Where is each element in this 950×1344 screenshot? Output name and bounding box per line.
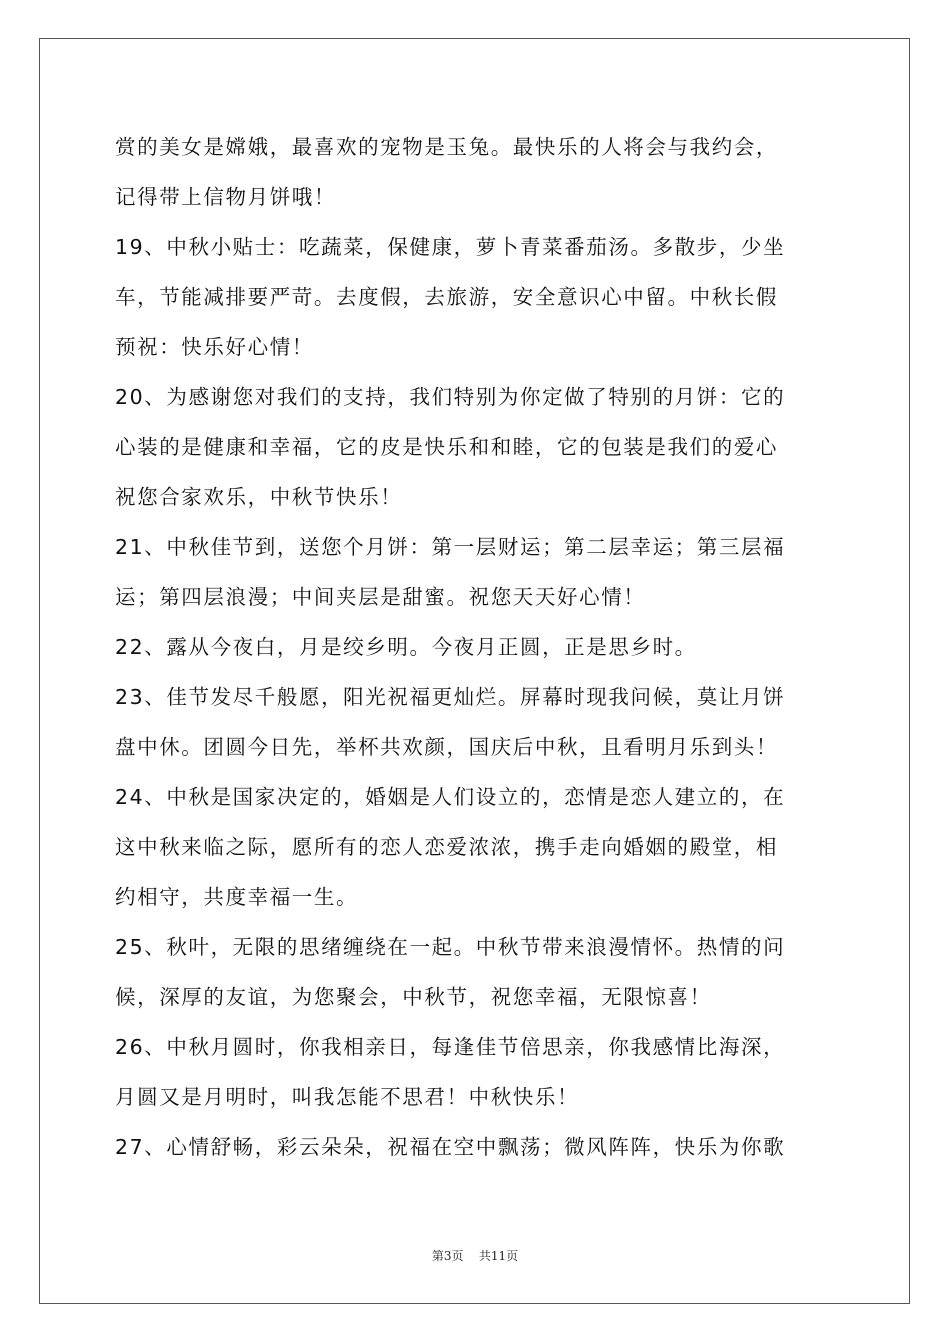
text-line: 盘中休。团圆今日先，举杯共欢颜，国庆后中秋，且看明月乐到头！ bbox=[115, 735, 778, 759]
text-line: 24、中秋是国家决定的，婚姻是人们设立的，恋情是恋人建立的，在 bbox=[115, 785, 786, 809]
text-line: 心装的是健康和幸福，它的皮是快乐和和睦，它的包装是我们的爱心 bbox=[115, 435, 778, 459]
text-line: 23、佳节发尽千般愿，阳光祝福更灿烂。屏幕时现我问候，莫让月饼 bbox=[115, 685, 786, 709]
text-line: 20、为感谢您对我们的支持，我们特别为你定做了特别的月饼：它的 bbox=[115, 385, 786, 409]
page-footer bbox=[0, 1247, 950, 1264]
text-line: 19、中秋小贴士：吃蔬菜，保健康，萝卜青菜番茄汤。多散步，少坐 bbox=[115, 235, 786, 259]
text-line: 月圆又是月明时，叫我怎能不思君！中秋快乐！ bbox=[115, 1085, 580, 1109]
text-line: 运；第四层浪漫；中间夹层是甜蜜。祝您天天好心情！ bbox=[115, 585, 646, 609]
text-line: 预祝：快乐好心情！ bbox=[115, 335, 314, 359]
text-line: 记得带上信物月饼哦！ bbox=[115, 185, 336, 209]
text-line: 车，节能减排要严苛。去度假，去旅游，安全意识心中留。中秋长假 bbox=[115, 285, 778, 309]
text-line: 26、中秋月圆时，你我相亲日，每逢佳节倍思亲，你我感情比海深， bbox=[115, 1035, 786, 1059]
text-line: 22、露从今夜白，月是绞乡明。今夜月正圆，正是思乡时。 bbox=[115, 635, 697, 659]
footer-gap bbox=[464, 1249, 479, 1263]
text-line: 21、中秋佳节到，送您个月饼：第一层财运；第二层幸运；第三层福 bbox=[115, 535, 786, 559]
text-line: 祝您合家欢乐，中秋节快乐！ bbox=[115, 485, 403, 509]
page-total: 共11页 bbox=[478, 1249, 519, 1263]
document-body bbox=[115, 127, 835, 1177]
text-line: 候，深厚的友谊，为您聚会，中秋节，祝您幸福，无限惊喜！ bbox=[115, 985, 712, 1009]
text-line: 25、秋叶，无限的思绪缠绕在一起。中秋节带来浪漫情怀。热情的问 bbox=[115, 935, 786, 959]
text-line: 这中秋来临之际，愿所有的恋人恋爱浓浓，携手走向婚姻的殿堂，相 bbox=[115, 835, 778, 859]
text-line: 27、心情舒畅，彩云朵朵，祝福在空中飘荡；微风阵阵，快乐为你歌 bbox=[115, 1135, 786, 1159]
text-line: 约相守，共度幸福一生。 bbox=[115, 885, 359, 909]
text-line: 赏的美女是嫦娥，最喜欢的宠物是玉兔。最快乐的人将会与我约会， bbox=[115, 135, 778, 159]
page-number: 第3页 bbox=[431, 1249, 464, 1263]
